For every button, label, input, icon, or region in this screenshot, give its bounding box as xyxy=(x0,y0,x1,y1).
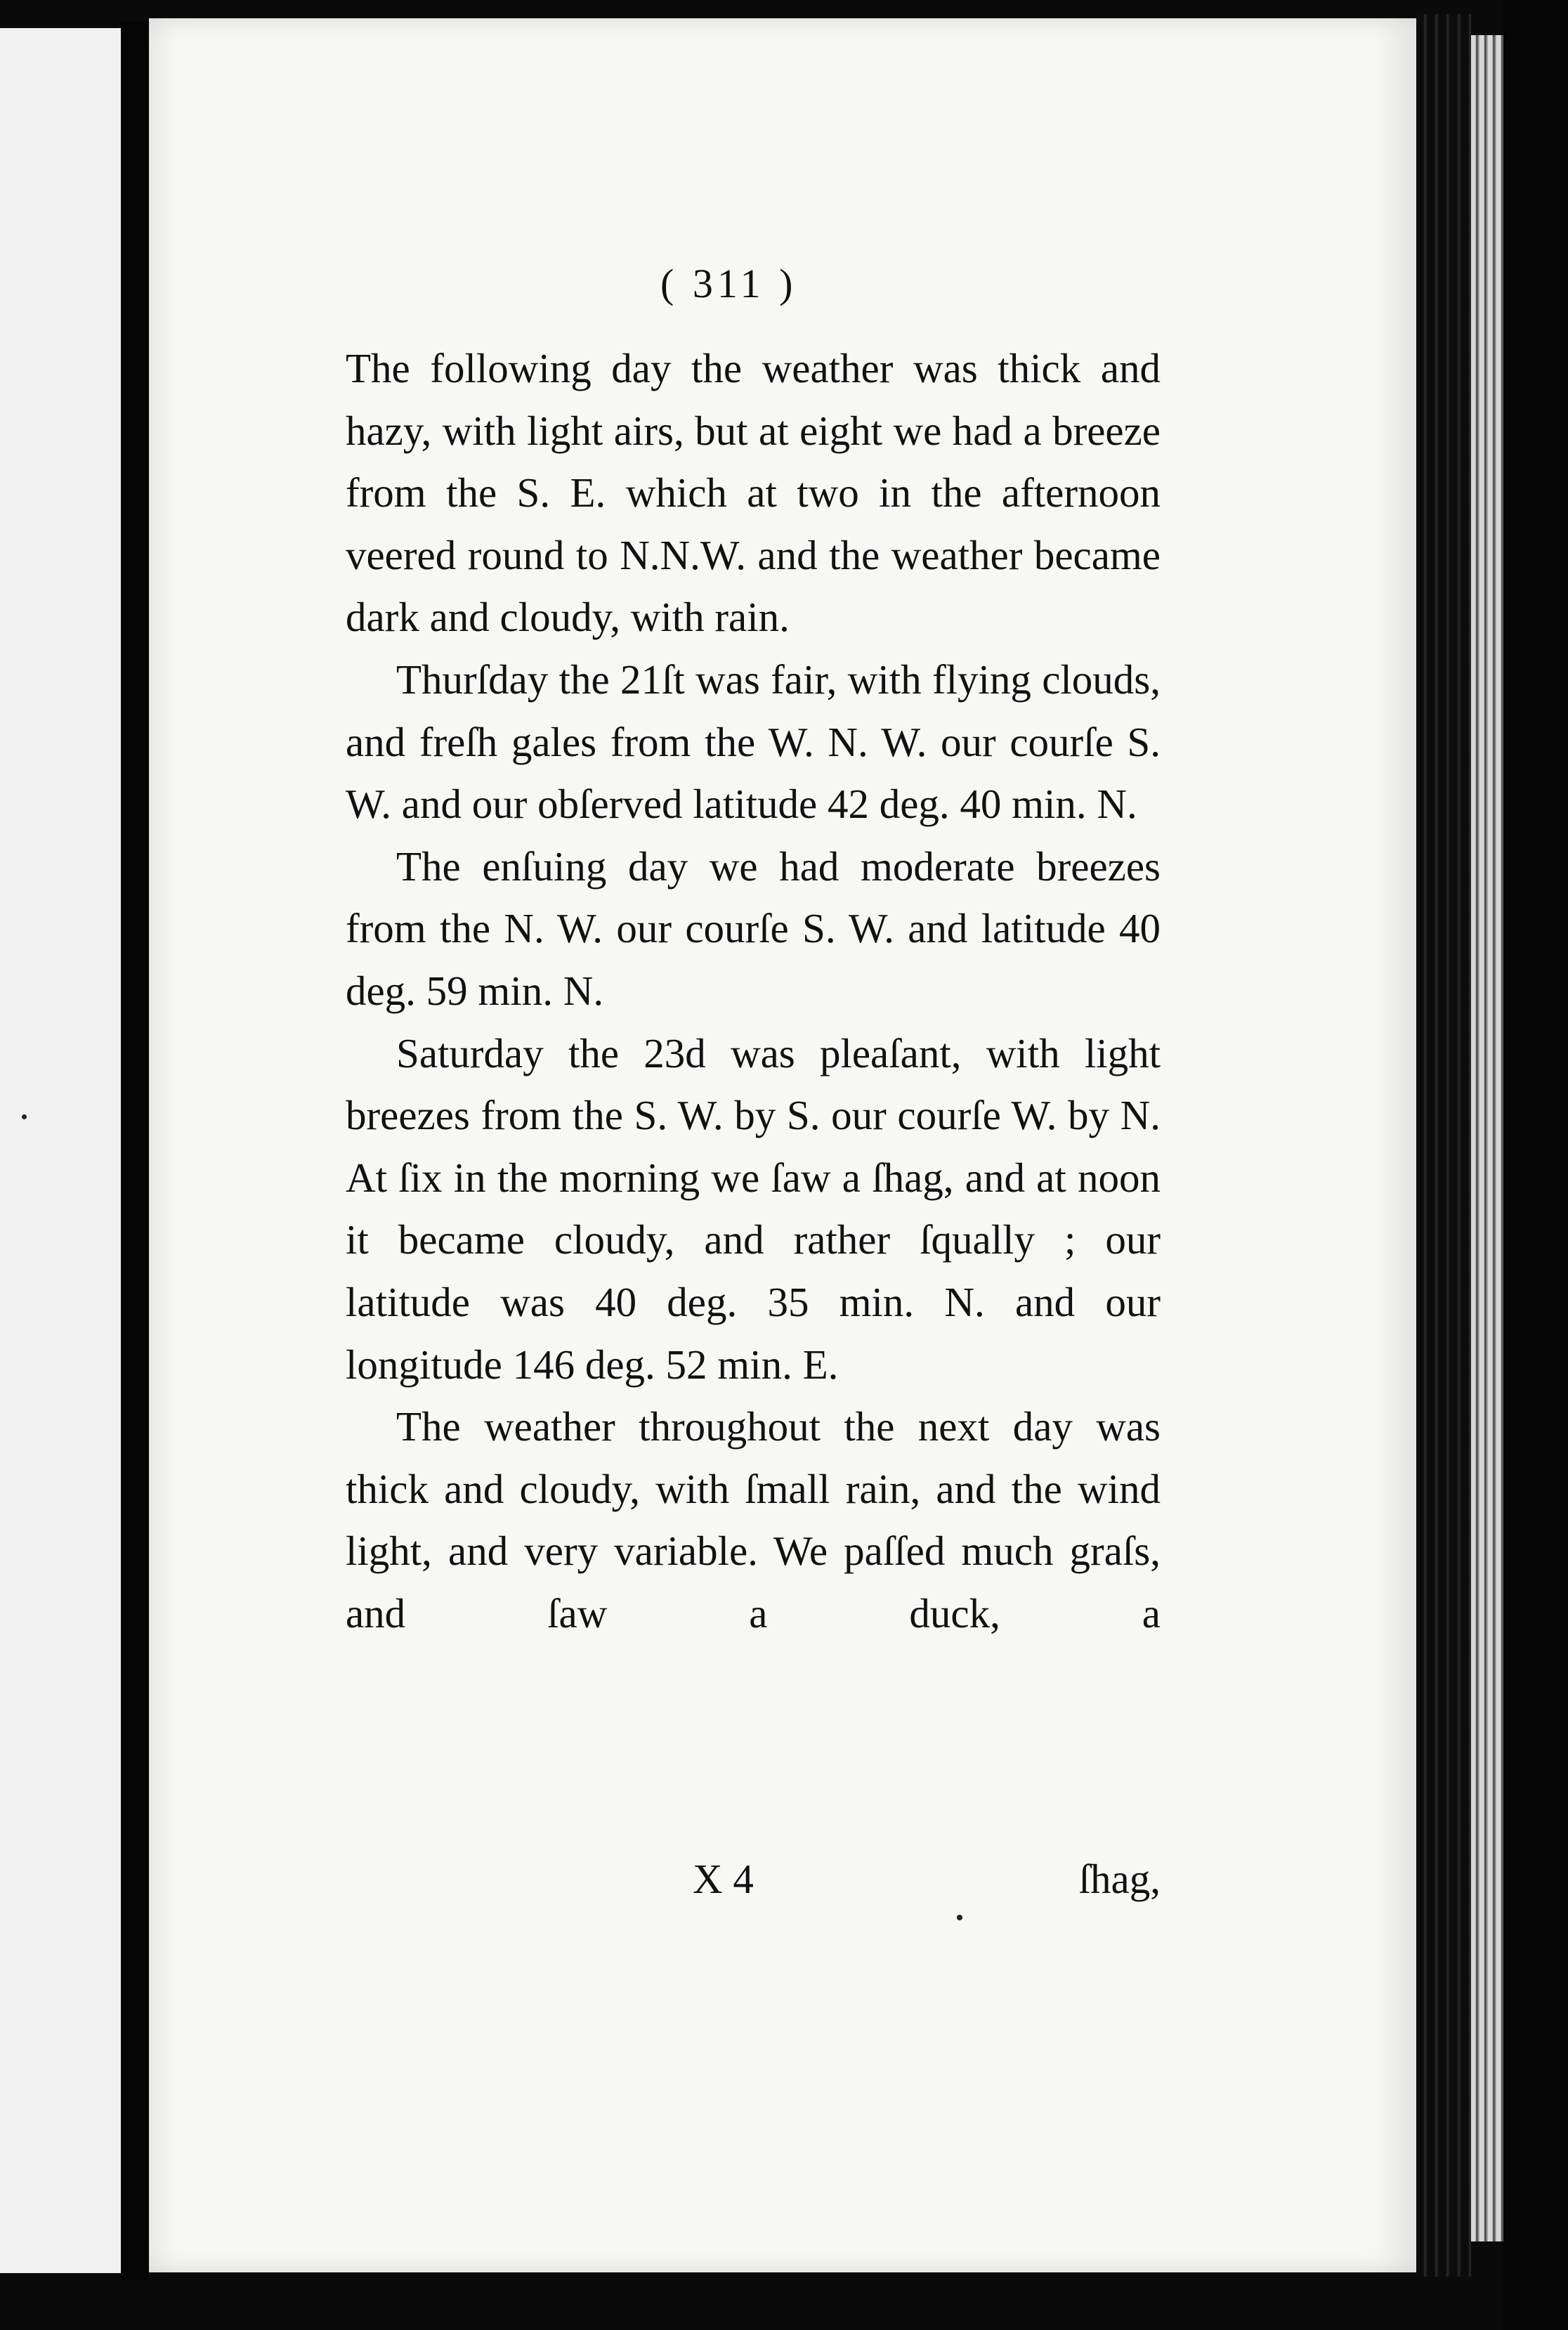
paragraph-4: Saturday the 23d was pleaſant, with light breezes from the S. W. by S. our courſe W. by N. At ſix in the morning we ſaw a ſhag, and at noon it became cloudy, and rather ſqually ; our latitude was 40 deg. 35 min. N. and our longitude 146 deg. 52 min. E. xyxy=(346,1029,1161,1388)
catchword: ſhag, xyxy=(1078,1856,1161,1902)
paragraph-2: Thurſday the 21ſt was fair, with flying clouds, and freſh gales from the W. N. W. our courſe S. W. and our obſerved latitude 42 deg. 40 min. N. xyxy=(346,656,1161,828)
body-text xyxy=(346,337,1161,1644)
ink-speck xyxy=(22,1114,27,1119)
paragraph-1: The following day the weather was thick and hazy, with light airs, but at eight we had a breeze from the S. E. which at two in the afternoon veered round to N.N.W. and the weather became dark and cloudy, with rain. xyxy=(346,345,1161,641)
paragraph-5: The weather throughout the next day was thick and cloudy, with ſmall rain, and the wind light, and very variable. We paſſed much graſs, and ſaw a duck, a xyxy=(346,1403,1161,1636)
page-stack-strip xyxy=(1471,35,1503,2241)
book-gutter xyxy=(121,21,149,2280)
signature-mark: X 4 xyxy=(693,1856,754,1902)
facing-page-edge xyxy=(0,28,125,2273)
paragraph-3: The enſuing day we had moderate breezes from the N. W. our courſe S. W. and latitude 40 deg. 59 min. N. xyxy=(346,842,1161,1014)
ink-speck xyxy=(957,1915,962,1920)
scan-background xyxy=(1503,0,1568,2330)
page-footer xyxy=(346,1855,1161,1911)
page-block-edge xyxy=(1416,14,1471,2277)
page-number: ( 311 ) xyxy=(660,261,797,306)
